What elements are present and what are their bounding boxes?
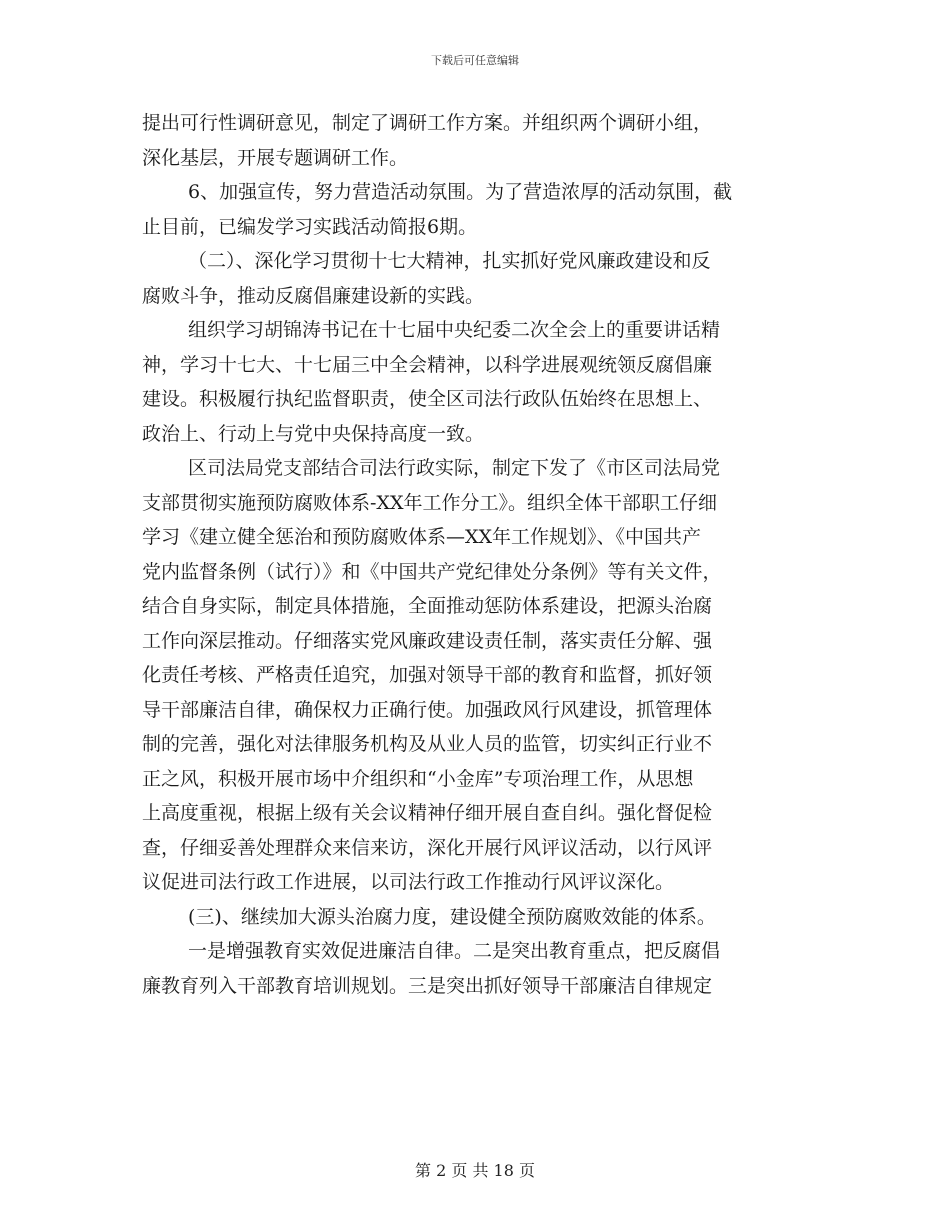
text-line: 廉教育列入干部教育培训规划。三是突出抓好领导干部廉洁自律规定 [142,974,713,997]
text-line: 上高度重视，根据上级有关会议精神仔细开展自查自纠。强化督促检 [142,802,713,824]
text-line: 区司法局党支部结合司法行政实际，制定下发了《市区司法局党 [188,457,721,479]
text-line: 建设。积极履行执纪监督职责，使全区司法行政队伍始终在思想上、 [142,388,713,410]
text-line: 止目前，已编发学习实践活动简报6期。 [142,215,478,238]
text-line: 结合自身实际，制定具体措施，全面推动惩防体系建设，把源头治腐 [142,595,713,617]
text-line: 深化基层，开展专题调研工作。 [142,146,409,169]
text-line: 神，学习十七大、十七届三中全会精神，以科学进展观统领反腐倡廉 [142,353,713,376]
text-line: (三)、继续加大源头治腐力度，建设健全预防腐败效能的体系。 [188,905,716,928]
text-line: 学习《建立健全惩治和预防腐败体系—XX年工作规划》、《中国共产 [142,526,702,548]
text-line: 党内监督条例（试行）》和《中国共产党纪律处分条例》等有关文件， [142,560,722,583]
text-line: 查，仔细妥善处理群众来信来访，深化开展行风评议活动，以行风评 [142,836,713,859]
text-line: 组织学习胡锦涛书记在十七届中央纪委二次全会上的重要讲话精 [188,319,721,341]
page-footer: 第 2 页 共 18 页 [415,1161,535,1180]
text-line: （二）、深化学习贯彻十七大精神，扎实抓好党风廉政建设和反 [188,250,711,272]
text-line: 化责任考核、严格责任追究，加强对领导干部的教育和监督，抓好领 [142,664,713,686]
text-line: 腐败斗争，推动反腐倡廉建设新的实践。 [142,284,485,307]
text-line: 提出可行性调研意见，制定了调研工作方案。并组织两个调研小组， [142,112,713,134]
text-line: 议促进司法行政工作进展，以司法行政工作推动行风评议深化。 [142,871,675,893]
text-line: 6、加强宣传，努力营造活动氛围。为了营造浓厚的活动氛围，截 [188,181,733,203]
document-body [142,108,810,1005]
text-line: 支部贯彻实施预防腐败体系-XX年工作分工》。组织全体干部职工仔细 [142,491,717,514]
text-line: 政治上、行动上与党中央保持高度一致。 [142,422,485,445]
page-header: 下载后可任意编辑 [431,54,519,67]
text-line: 正之风，积极开展市场中介组织和“小金库”专项治理工作，从思想 [142,767,694,790]
text-line: 导干部廉洁自律，确保权力正确行使。加强政风行风建设，抓管理体 [142,698,713,721]
text-line: 工作向深层推动。仔细落实党风廉政建设责任制，落实责任分解、强 [142,629,713,652]
text-line: 制的完善，强化对法律服务机构及从业人员的监管，切实纠正行业不 [142,733,713,755]
text-line: 一是增强教育实效促进廉洁自律。二是突出教育重点，把反腐倡 [188,940,721,962]
